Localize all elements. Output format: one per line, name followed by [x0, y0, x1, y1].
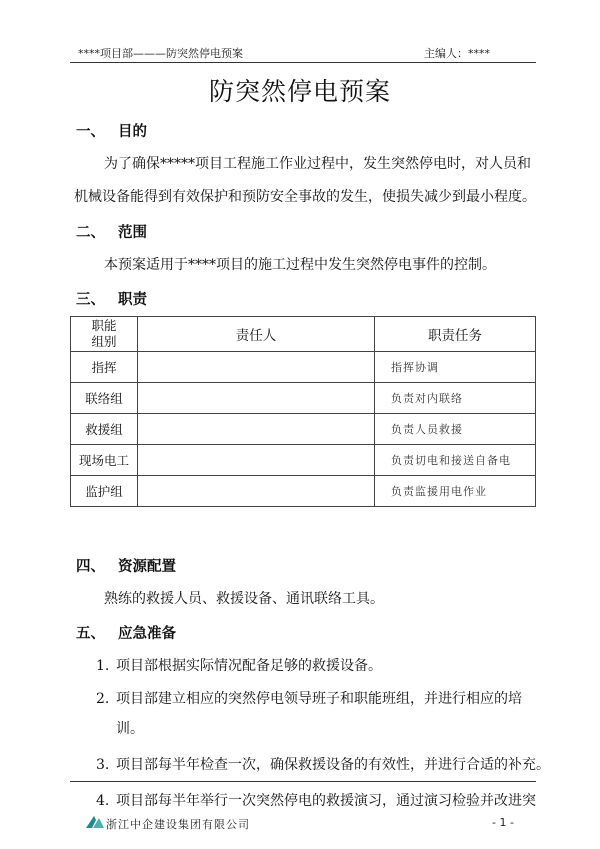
page-number: - 1 -: [492, 816, 514, 829]
section-1-title: 目的: [118, 124, 147, 140]
row-task: 负责切电和接送自备电: [375, 445, 536, 476]
section-4-heading: [76, 555, 176, 576]
section-2-number: 二、: [76, 225, 105, 241]
header-group-line2: 组别: [91, 334, 117, 349]
section-3-number: 三、: [76, 292, 105, 308]
section-5-title: 应急准备: [118, 626, 176, 642]
section-2-heading: [76, 221, 147, 242]
list-item-number: 3.: [96, 757, 110, 773]
row-person: [138, 383, 375, 414]
header-right: 主编人：****: [424, 47, 490, 60]
row-group: 监护组: [71, 476, 138, 507]
row-group: 联络组: [71, 383, 138, 414]
row-task: 负责对内联络: [375, 383, 536, 414]
table-row: [71, 383, 536, 414]
row-person: [138, 352, 375, 383]
list-item-number: 4.: [96, 793, 110, 809]
list-item-text: 项目部建立相应的突然停电领导班子和职能班组，并进行相应的培: [116, 691, 522, 707]
row-task: 负责监援用电作业: [375, 476, 536, 507]
row-group: 现场电工: [71, 445, 138, 476]
header-left: ****项目部———防突然停电预案: [78, 47, 243, 60]
header-group-line1: 职能: [91, 318, 117, 333]
list-item-number: 1.: [96, 658, 110, 674]
table-row: [71, 445, 536, 476]
section-5-heading: [76, 622, 176, 643]
section-4-text: 熟练的救援人员、救援设备、通讯联络工具。: [104, 591, 384, 607]
footer-company: 浙江中企建设集团有限公司: [106, 818, 250, 831]
section-2-title: 范围: [118, 225, 147, 241]
company-logo-icon: [84, 814, 106, 830]
section-4-number: 四、: [76, 559, 105, 575]
section-1-text-line1: 为了确保*****项目工程施工作业过程中，发生突然停电时，对人员和: [104, 156, 531, 172]
row-person: [138, 445, 375, 476]
row-person: [138, 476, 375, 507]
table-row: [71, 476, 536, 507]
list-item-number: 2.: [96, 691, 110, 707]
list-item: [96, 790, 536, 810]
header-task: 职责任务: [375, 317, 536, 352]
footer-rule: [70, 781, 536, 782]
section-1-number: 一、: [76, 124, 105, 140]
list-item-continuation: 训。: [116, 721, 144, 737]
row-group: 指挥: [71, 352, 138, 383]
header-rule: [70, 62, 536, 63]
table-row: [71, 414, 536, 445]
table-row: [71, 352, 536, 383]
row-task: 负责人员救援: [375, 414, 536, 445]
list-item-text: 项目部根据实际情况配备足够的救援设备。: [116, 658, 382, 674]
row-group: 救援组: [71, 414, 138, 445]
section-1-text-line2: 机械设备能得到有效保护和预防安全事故的发生，使损失减少到最小程度。: [74, 189, 536, 205]
page-title: 防突然停电预案: [208, 77, 391, 106]
duty-table-header-row: [71, 317, 536, 352]
section-2-text: 本预案适用于****项目的施工过程中发生突然停电事件的控制。: [104, 257, 496, 273]
header-person: 责任人: [138, 317, 375, 352]
section-3-heading: [76, 288, 147, 309]
list-item: [96, 754, 550, 774]
section-5-number: 五、: [76, 626, 105, 642]
header-group: [71, 317, 138, 352]
section-1-heading: [76, 120, 147, 141]
list-item: [96, 655, 382, 675]
list-item-text: 项目部每半年检查一次，确保救援设备的有效性，并进行合适的补充。: [116, 757, 550, 773]
row-person: [138, 414, 375, 445]
list-item: [96, 688, 522, 708]
duty-table: [70, 316, 536, 507]
row-task: 指挥协调: [375, 352, 536, 383]
section-3-title: 职责: [118, 292, 147, 308]
list-item-text: 项目部每半年举行一次突然停电的救援演习，通过演习检验并改进突: [116, 793, 536, 809]
section-4-title: 资源配置: [118, 559, 176, 575]
